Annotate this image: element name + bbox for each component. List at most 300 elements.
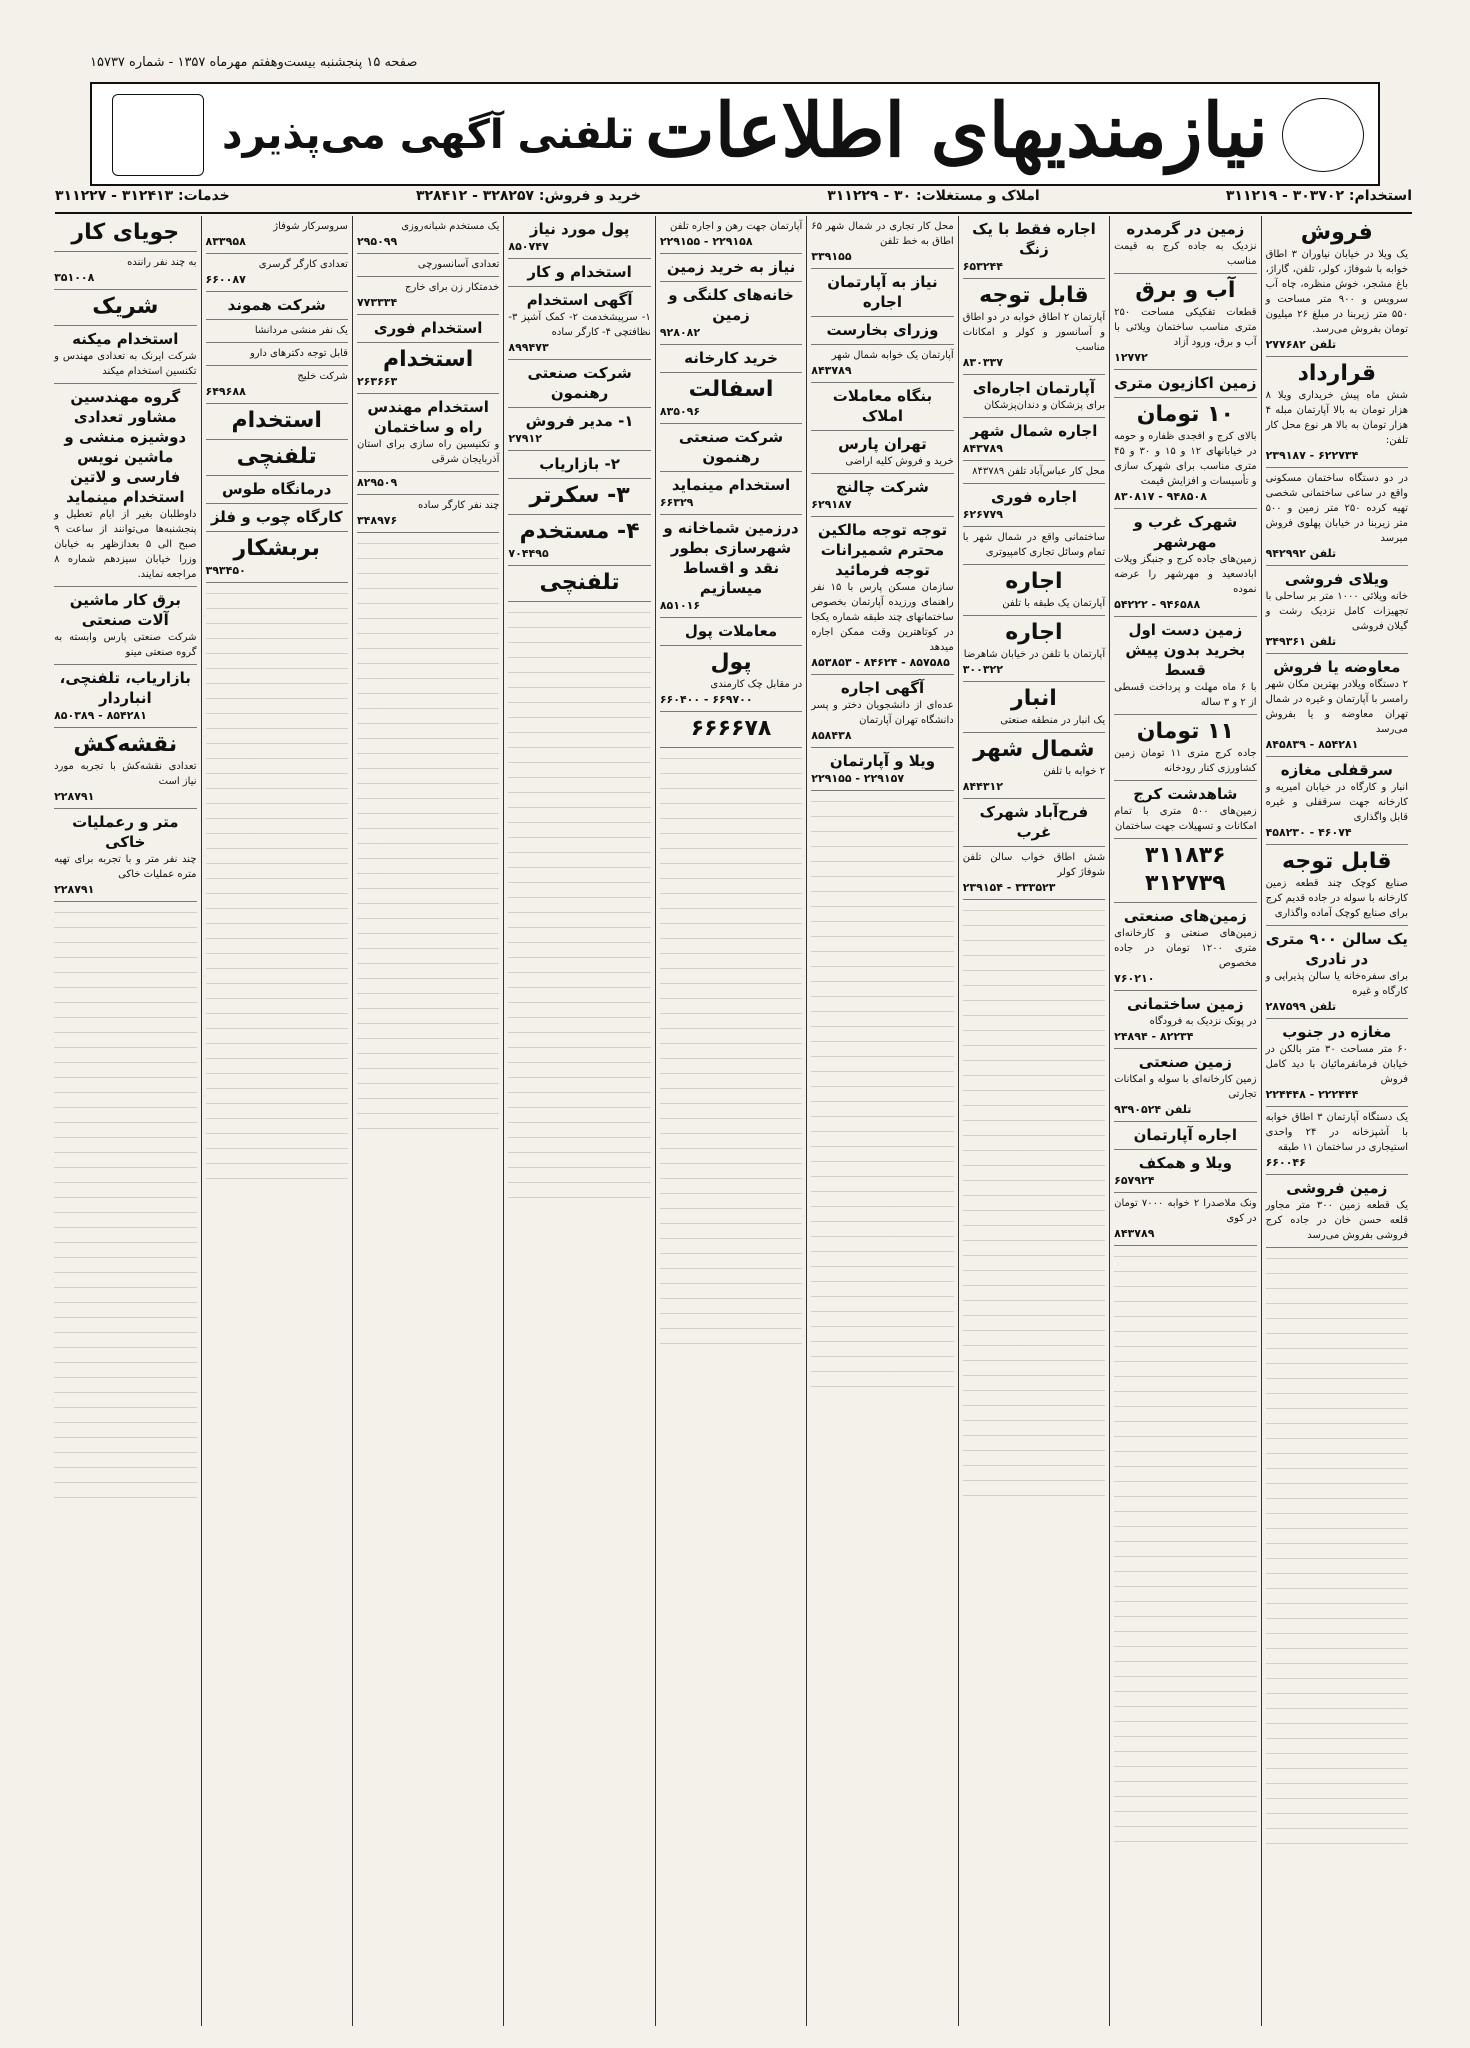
ad-heading: اجاره آپارتمان	[1133, 1126, 1238, 1144]
ad-phone: ۶۲۹۱۸۷	[811, 498, 852, 511]
classified-ad	[357, 472, 499, 495]
small-print-filler	[357, 533, 499, 1133]
classified-ad	[1266, 757, 1408, 845]
ad-body: آپارتمان ۲ اطاق خوابه در دو اطاق و آسانسور و کولر و امکانات مناسب	[962, 312, 1106, 353]
ad-body: برای سفره‌خانه یا سالن پذیرایی و کارگاه و غیره	[1265, 971, 1408, 997]
classified-ad	[1266, 357, 1408, 468]
classified-ad	[660, 712, 802, 748]
ad-heading: قرارداد	[1297, 361, 1376, 386]
ad-column	[201, 216, 352, 2026]
classified-ad	[963, 682, 1105, 733]
ad-phone: ۶۶۰۰۴۶	[1265, 1156, 1306, 1169]
ad-body: ونک ملاصدرا ۲ خوابه ۷۰۰۰ تومان در کوی	[1114, 1198, 1257, 1224]
ad-body: آپارتمان یک طبقه با تلفن	[1002, 598, 1106, 609]
ad-phone: ۱۲۷۷۲	[1114, 351, 1148, 364]
ad-phone: ۶۵۳۲۴۴	[962, 260, 1003, 273]
classified-ad	[1114, 715, 1256, 781]
ad-heading: تلفنچی	[236, 444, 317, 469]
small-print-filler	[508, 602, 650, 1202]
ad-body: عده‌ای از دانشجویان دختر و پسر دانشگاه تهران آپارتمان	[811, 700, 954, 726]
phone-trade: خرید و فروش: ۳۲۸۲۵۷ - ۳۲۸۴۱۲	[415, 188, 642, 204]
classified-ad	[811, 431, 953, 474]
classified-ad	[963, 279, 1105, 375]
ad-phone: ۲۲۸۷۹۱	[54, 790, 95, 803]
classified-ad	[1114, 617, 1256, 715]
classified-ad	[660, 373, 802, 424]
ad-heading: استخدام میکنه	[72, 330, 179, 348]
ad-heading: پول	[710, 650, 752, 675]
ad-phone: ۶۶۳۲۹	[659, 496, 694, 509]
ad-heading: خانه‌های کلنگی و زمین	[668, 286, 794, 324]
small-print-filler	[206, 583, 348, 1183]
ad-heading: زمین فروشی	[1286, 1179, 1388, 1197]
ad-heading: برق کار ماشین آلات صنعتی	[69, 591, 181, 629]
classified-ad	[508, 287, 650, 360]
ad-heading: شهرک غرب و مهرشهر	[1133, 513, 1238, 551]
ad-heading: آگهی اجاره	[840, 679, 925, 697]
classified-ad	[357, 254, 499, 277]
ad-heading: پول مورد نیاز	[529, 220, 630, 238]
ad-columns	[50, 216, 1412, 2026]
classified-ad	[1114, 370, 1256, 398]
ad-phone: ۸۴۳۷۸۹	[811, 364, 852, 377]
small-print-filler	[660, 748, 802, 1348]
classified-ad	[1114, 903, 1256, 991]
classified-ad	[508, 479, 650, 515]
classified-ad	[508, 216, 650, 259]
page-info: صفحه ۱۵ پنجشنبه بیست‌وهفتم مهرماه ۱۳۵۷ - شماره ۱۵۷۳۷	[90, 55, 418, 70]
ad-body: شرکت خلیج	[297, 371, 348, 382]
ad-heading: ویلا و آپارتمان	[829, 752, 936, 770]
ad-body: به چند نفر راننده	[127, 257, 197, 268]
ad-heading: ویلای فروشی	[1284, 570, 1389, 588]
classified-ad	[1266, 566, 1408, 654]
classified-ad	[206, 343, 348, 366]
ad-phone: ۲۷۹۱۲	[508, 432, 542, 445]
ad-heading: زمین در گرمدره	[1126, 220, 1245, 238]
classified-ad	[357, 315, 499, 343]
ad-heading: توجه توجه مالکین محترم شمیرانات توجه فرمائید	[817, 521, 948, 579]
ad-body: در دو دستگاه ساختمان مسکونی واقع در ساعی ساختمانی شخصی تهیه کرده ۲۵۰ متر زمین و ۵۰۰ متر زیربنا در خیابان پهلوی فروش میرسد	[1265, 473, 1408, 544]
classified-ad	[357, 216, 499, 254]
ad-body: خانه ویلائی ۱۰۰۰ متر بر ساحلی با تجهیزات کامل نزدیک رشت و گیلان فروشی	[1265, 591, 1408, 632]
ad-phone: ۸۹۹۴۷۳	[508, 341, 549, 354]
masthead	[90, 82, 1380, 186]
classified-ad	[963, 616, 1105, 682]
ad-phone: ۲۷۷۶۸۲ تلفن	[1265, 338, 1337, 351]
ad-body: انبار و کارگاه در خیابان امیریه و کارخانه جهت سرقفلی و غیره قابل واگذاری	[1265, 782, 1408, 823]
ad-phone: ۲۳۹۱۵۴ - ۳۳۳۵۲۳	[962, 881, 1056, 894]
masthead-tagline: تلفنی آگهی می‌پذیرد	[222, 112, 635, 158]
classified-ad	[660, 618, 802, 646]
ad-phone: ۳۴۸۹۷۶	[356, 514, 398, 527]
ad-heading: ۱۰ تومان	[1136, 402, 1234, 427]
classified-ad	[206, 254, 348, 292]
ad-heading: اجاره	[1005, 569, 1063, 594]
newspaper-reader-logo	[112, 94, 204, 176]
masthead-title: نیازمندیهای اطلاعات	[645, 88, 1268, 174]
phone-services: خدمات: ۳۱۲۴۱۳ - ۳۱۱۲۲۷	[55, 188, 230, 204]
ad-heading: آپارتمان اجاره‌ای	[972, 379, 1096, 397]
ad-heading: قابل توجه	[1282, 849, 1392, 874]
classified-ad	[54, 290, 196, 326]
ad-heading: استخدام	[231, 408, 322, 433]
classified-ad	[508, 408, 650, 451]
classified-ad	[206, 532, 348, 583]
ad-body: جاده کرج متری ۱۱ تومان زمین کشاورزی کنار رودخانه	[1114, 748, 1257, 774]
classified-ad	[963, 733, 1105, 799]
ad-phone: ۵۴۲۲۲ - ۹۴۶۵۸۸	[1114, 598, 1201, 611]
classified-ad	[357, 394, 499, 472]
ad-phone: ۸۴۴۳۱۲	[962, 780, 1003, 793]
classified-ad	[1266, 845, 1408, 926]
classified-ad	[1266, 1175, 1408, 1248]
ad-heading: ۳۱۱۸۳۶ ۳۱۲۷۳۹	[1145, 843, 1226, 896]
ad-body: یک نفر منشی مردانشا	[254, 325, 348, 336]
ad-body: خرید و فروش کلیه اراضی	[845, 456, 954, 467]
ad-body: صنایع کوچک چند قطعه زمین کارخانه با سوله در جاده قدیم کرج برای صنایع کوچک آماده واگذاری	[1265, 878, 1408, 919]
ad-body: قابل توجه دکترهای دارو	[249, 348, 348, 359]
ad-phone: ۳۰۰۳۲۲	[962, 663, 1003, 676]
classified-ad	[54, 809, 196, 902]
ad-body: آپارتمان یک خوابه شمال شهر	[831, 350, 954, 361]
ad-heading: بازاریاب، تلفنچی، انباردار	[59, 669, 191, 707]
classified-ad	[660, 282, 802, 345]
phone-realestate: املاک و مستغلات: ۳۰ - ۳۱۱۲۲۹	[827, 188, 1040, 204]
small-print-filler	[1266, 1248, 1408, 1848]
classified-ad	[963, 484, 1105, 527]
ad-phone: ۲۲۴۴۴۸ - ۲۲۲۴۴۴	[1265, 1088, 1359, 1101]
ad-phone: ۷۷۳۳۳۴	[356, 296, 398, 309]
ad-phone: ۲۸۷۵۹۹ تلفن	[1265, 1000, 1337, 1013]
classified-ad	[357, 495, 499, 533]
classified-ad	[963, 565, 1105, 616]
ad-heading: ۱۱ تومان	[1136, 719, 1234, 744]
ad-body: چند نفر متر و با تجربه برای تهیه متره عملیات خاکی	[54, 854, 197, 880]
classified-ad	[1266, 1019, 1408, 1107]
ad-phone: ۴۵۸۲۳۰ - ۴۶۰۷۴	[1265, 826, 1352, 839]
ad-heading: تلفنچی	[539, 570, 620, 595]
ad-heading: زمین دست اول بخرید بدون پیش قسط	[1125, 621, 1246, 679]
ad-phone: ۶۵۷۹۲۴	[1114, 1174, 1155, 1187]
small-print-filler	[54, 902, 196, 1502]
ad-body: آپارتمان با تلفن در خیابان شاهرضا	[963, 649, 1106, 660]
phone-employment: استخدام: ۳۰۳۷۰۲ - ۳۱۱۲۱۹	[1225, 188, 1412, 204]
ad-body: تعدادی کارگر گرسری	[258, 259, 348, 270]
ad-body: ۱- سرپیشخدمت ۲- کمک آشپز ۳- نظافتچی ۴- کارگر ساده	[508, 312, 651, 338]
ad-body: یک مستخدم شبانه‌روزی	[401, 221, 500, 232]
classified-ad	[963, 418, 1105, 461]
ad-heading: فرح‌آباد شهرک غرب	[979, 803, 1089, 841]
ad-heading: نیاز به خرید زمین	[666, 258, 796, 276]
ad-heading: اجاره	[1005, 620, 1063, 645]
ad-phone: ۲۴۸۹۴ - ۸۲۲۳۴	[1114, 1030, 1194, 1043]
classified-ad	[357, 277, 499, 315]
classified-ad	[811, 383, 953, 431]
ad-heading: زمین‌های صنعتی	[1123, 907, 1247, 925]
classified-ad	[811, 317, 953, 345]
ad-phone: ۹۴۲۹۹۲ تلفن	[1265, 547, 1337, 560]
classified-ad	[1114, 1193, 1256, 1246]
classified-ad	[54, 384, 196, 587]
classified-ad	[811, 517, 953, 675]
classified-ad	[1114, 1049, 1256, 1122]
classified-ad	[1266, 926, 1408, 1019]
ad-phone: ۸۴۳۷۸۹	[1114, 1227, 1155, 1240]
ad-phone: ۸۳۰۳۳۷	[962, 356, 1003, 369]
ad-column	[50, 216, 200, 2026]
ad-heading: ۳- سکرتر	[529, 483, 630, 508]
ad-heading: ۱- مدیر فروش	[525, 412, 634, 430]
ad-phone: ۸۵۰۳۸۹ - ۸۵۴۲۸۱	[54, 709, 147, 722]
classified-ad	[1266, 654, 1408, 757]
reading-figure-logo	[1282, 98, 1364, 172]
ad-phone: ۳۹۳۴۵۰	[205, 564, 246, 577]
classified-ad	[206, 320, 348, 343]
ad-heading: بربشکار	[233, 536, 320, 561]
small-print-filler	[1114, 1246, 1256, 1846]
classified-ad	[206, 292, 348, 320]
classified-ad	[206, 216, 348, 254]
ad-phone: ۷۰۴۴۹۵	[508, 547, 549, 560]
ad-phone: ۲۲۹۱۵۵ - ۲۲۹۱۵۸	[659, 235, 753, 248]
classified-ad	[206, 366, 348, 404]
ad-heading: یک سالن ۹۰۰ متری در نادری	[1265, 930, 1408, 968]
ad-phone: ۸۳۳۹۵۸	[205, 235, 246, 248]
ad-heading: خرید کارخانه	[684, 349, 778, 367]
ad-phone: ۳۵۱۰۰۸	[54, 271, 95, 284]
ad-phone: ۲۲۹۱۵۵ - ۲۲۹۱۵۷	[811, 772, 905, 785]
classified-ad	[660, 216, 802, 254]
classified-ad	[1114, 839, 1256, 903]
classified-ad	[660, 254, 802, 282]
ad-body: یک قطعه زمین ۳۰۰ متر مجاور قلعه حسن خان در جاده کرج فروشی بفروش می‌رسد	[1265, 1200, 1408, 1241]
classified-ad	[963, 461, 1105, 484]
ad-heading: سرقفلی مغازه	[1280, 761, 1393, 779]
classified-ad	[1114, 274, 1256, 370]
ad-heading: اجاره فوری	[990, 488, 1077, 506]
ad-heading: شریک	[92, 294, 159, 319]
classified-ad	[508, 515, 650, 566]
ad-body: تعدادی نقشه‌کش با تجربه مورد نیاز است	[54, 761, 197, 787]
ad-phone: ۶۲۶۷۷۹	[962, 508, 1003, 521]
ad-body: برای پزشکان و دندان‌پزشکان	[984, 400, 1106, 411]
ad-body: ساختمانی واقع در شمال شهر با تمام وسائل تجاری کامپیوتری	[962, 532, 1106, 558]
classified-ad	[811, 216, 953, 269]
phone-bar	[55, 188, 1412, 214]
ad-heading: جویای کار	[71, 220, 180, 245]
ad-body: زمین کارخانه‌ای با سوله و امکانات تجارتی	[1114, 1074, 1257, 1100]
ad-heading: اسفالت	[688, 377, 774, 402]
ad-heading: نقشه‌کش	[73, 732, 178, 757]
ad-body: بالای کرج و افجدی ظفاره و حومه در خیابانهای ۱۲ و ۱۵ و ۳۰ و ۴۵ متری مناسب برای شهرک سازی و تأسیسات و افزایش قیمت	[1114, 431, 1257, 487]
classified-ad	[508, 360, 650, 408]
ad-heading: استخدام فوری	[373, 319, 483, 337]
ad-heading: وزرای بخارست	[826, 321, 939, 339]
ad-phone: ۲۶۳۶۶۳	[356, 375, 398, 388]
ad-column	[806, 216, 957, 2026]
ad-body: شش ماه پیش خریداری ویلا ۸ هزار تومان به بالا آپارتمان مبله ۴ هزار تومان به بالا هر نوع محل کار تلفن:	[1265, 390, 1408, 446]
classified-ad	[54, 216, 196, 252]
ad-phone: ۸۳۵۰۹۶	[659, 405, 701, 418]
ad-body: نزدیک به جاده کرج به قیمت مناسب	[1114, 241, 1257, 267]
ad-phone: ۶۴۹۶۸۸	[205, 385, 246, 398]
ad-body: ۲ خوابه با تلفن	[1043, 766, 1106, 777]
ad-phone: ۲۳۹۱۸۷ - ۶۲۲۷۳۴	[1265, 449, 1359, 462]
classified-ad	[660, 345, 802, 373]
classified-ad	[811, 748, 953, 791]
classified-ad	[1114, 1122, 1256, 1150]
classified-ad	[54, 326, 196, 384]
ad-column	[352, 216, 503, 2026]
ad-phone: ۲۹۵۰۹۹	[356, 235, 398, 248]
ad-column	[1109, 216, 1260, 2026]
ad-heading: ۴- مستخدم	[519, 519, 640, 544]
ad-heading: درزمین شماخانه و شهرسازی بطور نقد و اقساط میسازیم	[663, 519, 799, 597]
ad-phone: ۸۵۸۴۳۸	[811, 729, 852, 742]
ad-heading: اجاره شمال شهر	[970, 422, 1098, 440]
classified-ad	[1114, 781, 1256, 839]
classified-ad	[54, 728, 196, 809]
classified-ad	[1266, 468, 1408, 566]
ad-body: در مقابل چک کارمندی	[710, 679, 803, 690]
classified-ad	[660, 646, 802, 712]
ad-heading: شرکت صنعتی رهنمون	[678, 428, 784, 466]
classified-ad	[963, 527, 1105, 565]
classified-ad	[54, 252, 196, 290]
ad-body: شرکت صنعتی پارس وابسته به گروه صنعتی مینو	[54, 632, 197, 658]
ad-body: سازمان مسکن پارس با ۱۵ نفر راهنمای ورزیده آپارتمان بخصوص ساختمانهای چند طبقه شماره یکجا در کوتاهترین وقت ممکن اجاره میدهد	[811, 582, 954, 653]
ad-heading: ویلا و همکف	[1138, 1154, 1232, 1172]
ad-body: زمین‌های صنعتی و کارخانه‌ای متری ۱۲۰۰ تومان در جاده مخصوص	[1114, 928, 1257, 969]
ad-body: زمین‌های جاده کرج و جنبگز ویلات ابادسعید و مهرشهر را عرضه نموده	[1114, 554, 1257, 595]
ad-heading: معاملات پول	[684, 622, 778, 640]
ad-body: یک ویلا در خیابان نیاوران ۳ اطاق خوابه با شوفاژ، کولر، تلفن، گاراژ، باغ مشجر، خوش منظره، چاه آب سرویس و ۹۰۰ متر مساحت و ۵۵۰ متر زیربنا در مبلغ ۲۶ میلیون تومان بفروش می‌رسد.	[1265, 249, 1408, 335]
classified-ad	[963, 799, 1105, 847]
ad-heading: ۶۶۶۶۷۸	[690, 716, 772, 741]
ad-body: سروسرکار شوفاژ	[273, 221, 348, 232]
classified-ad	[54, 587, 196, 665]
classified-ad	[660, 424, 802, 472]
ad-heading: درمانگاه طوس	[221, 480, 332, 498]
ad-body: ۲ دستگاه ویلادر بهترین مکان شهر رامسر با آپارتمان و غیره در شمال تهران معاوضه و یا بفروش می‌رسد	[1265, 679, 1408, 735]
ad-body: محل کار عباس‌آباد تلفن ۸۴۳۷۸۹	[972, 466, 1106, 477]
ad-phone: ۸۴۵۸۳۹ - ۸۵۴۲۸۱	[1265, 738, 1359, 751]
ad-heading: اجاره فقط با یک زنگ	[972, 220, 1096, 258]
ad-phone: ۳۳۹۱۵۵	[811, 250, 852, 263]
classified-ad	[963, 375, 1105, 418]
classified-ad	[811, 675, 953, 748]
ad-body: چند نفر کارگر ساده	[417, 500, 500, 511]
ad-phone: ۷۶۰۲۱۰	[1114, 972, 1155, 985]
classified-ad	[357, 343, 499, 394]
ad-column	[503, 216, 654, 2026]
ad-column	[958, 216, 1109, 2026]
ad-body: داوطلبان بغیر از ایام تعطیل و پنجشنبه‌ها می‌توانند از ساعت ۹ صبح الی ۵ بعدازظهر به خیابان وزرا خیابان سیزدهم شماره ۸ مراجعه نمایند.	[54, 509, 197, 580]
classified-ad	[1114, 991, 1256, 1049]
ad-heading: شاهدشت کرج	[1133, 785, 1238, 803]
ad-phone: ۶۶۰۰۸۷	[205, 273, 246, 286]
classified-ad	[54, 665, 196, 728]
ad-heading: استخدام و کار	[527, 263, 632, 281]
classified-ad	[206, 404, 348, 440]
ad-phone: ۸۵۱۰۱۶	[659, 599, 701, 612]
ad-heading: قابل توجه	[979, 283, 1089, 308]
ad-heading: استخدام مینماید	[671, 476, 791, 494]
ad-phone: ۸۳۰۸۱۷ - ۹۴۸۵۰۸	[1114, 490, 1207, 503]
ad-phone: ۶۶۰۴۰۰ - ۶۶۹۷۰۰	[659, 693, 753, 706]
ad-heading: معاوضه یا فروش	[1273, 658, 1401, 676]
classified-ad	[1266, 216, 1408, 357]
ad-body: خدمتکار زن برای خارج	[405, 282, 500, 293]
ad-heading: شرکت صنعتی رهنمون	[527, 364, 632, 402]
classified-ad	[508, 451, 650, 479]
classified-ad	[1114, 509, 1256, 617]
classified-ad	[206, 504, 348, 532]
ad-heading: زمین اکازیون متری	[1114, 374, 1257, 392]
ad-body: تعدادی آسانسورچی	[417, 259, 500, 270]
classified-ad	[660, 515, 802, 618]
ad-body: محل کار تجاری در شمال شهر ۶۵ اطاق به خط تلفن	[811, 221, 954, 247]
classified-ad	[1114, 216, 1256, 274]
ad-heading: بنگاه معاملات املاک	[832, 387, 933, 425]
classified-ad	[963, 847, 1105, 900]
ad-phone: ۲۲۸۷۹۱	[54, 883, 95, 896]
ad-heading: مغازه در جنوب	[1282, 1023, 1392, 1041]
ad-phone: ۸۲۹۵۰۹	[356, 476, 398, 489]
ad-heading: آب و برق	[1135, 278, 1236, 303]
ad-body: زمین‌های ۵۰۰ متری با تمام امکانات و تسهیلات جهت ساختمان	[1114, 806, 1257, 832]
classified-ad	[508, 259, 650, 287]
ad-heading: نیاز به آپارتمان اجاره	[827, 273, 938, 311]
ad-heading: ۲- بازاریاب	[539, 455, 620, 473]
classified-ad	[206, 476, 348, 504]
ad-heading: زمین صنعتی	[1138, 1053, 1232, 1071]
ad-body: ۶۰ متر مساحت ۳۰ متر بالکن در خیابان فرمانفرمائیان با دید کامل فروش	[1265, 1044, 1408, 1085]
ad-phone: ۳۴۹۳۶۱ تلفن	[1265, 635, 1337, 648]
classified-ad	[811, 269, 953, 317]
classified-ad	[1114, 1150, 1256, 1193]
classified-ad	[1114, 398, 1256, 509]
ad-heading: شرکت چالنج	[836, 478, 929, 496]
classified-ad	[206, 440, 348, 476]
classified-ad	[660, 472, 802, 515]
ad-body: و تکنیسین راه سازی برای استان آذربایجان شرقی	[356, 439, 500, 465]
ad-phone: ۸۵۰۷۴۷	[508, 240, 549, 253]
classified-ad	[811, 474, 953, 517]
ad-heading: گروه مهندسین مشاور تعدادی دوشیزه منشی و ماشین نویس فارسی و لاتین استخدام مینماید	[64, 388, 187, 506]
ad-heading: کارگاه چوب و فلز	[210, 508, 343, 526]
ad-column	[1261, 216, 1412, 2026]
ad-phone: ۸۴۳۷۸۹	[962, 442, 1003, 455]
ad-column	[655, 216, 806, 2026]
classified-ad	[508, 566, 650, 602]
ad-heading: انبار	[1011, 686, 1057, 711]
ad-phone: ۹۲۸۰۸۲	[659, 326, 701, 339]
ad-heading: تهران پارس	[838, 435, 927, 453]
ad-phone: ۸۵۳۸۵۳ - ۸۴۶۲۴ - ۸۵۷۵۸۵	[811, 656, 950, 669]
ad-heading: زمین ساختمانی	[1127, 995, 1244, 1013]
ad-heading: متر و رعملیات خاکی	[72, 813, 179, 851]
ad-body: آپارتمان جهت رهن و اجاره تلفن	[669, 221, 803, 232]
ad-heading: آگهی استخدام	[526, 291, 633, 309]
ad-phone: ۹۳۹۰۵۲۴ تلفن	[1114, 1103, 1192, 1116]
ad-body: در پونک نزدیک به فرودگاه	[1149, 1016, 1257, 1027]
ad-body: با ۶ ماه مهلت و پرداخت قسطی از ۲ و ۳ ساله	[1114, 682, 1257, 708]
classified-ad	[963, 216, 1105, 279]
small-print-filler	[963, 900, 1105, 1500]
ad-heading: استخدام	[382, 347, 474, 372]
